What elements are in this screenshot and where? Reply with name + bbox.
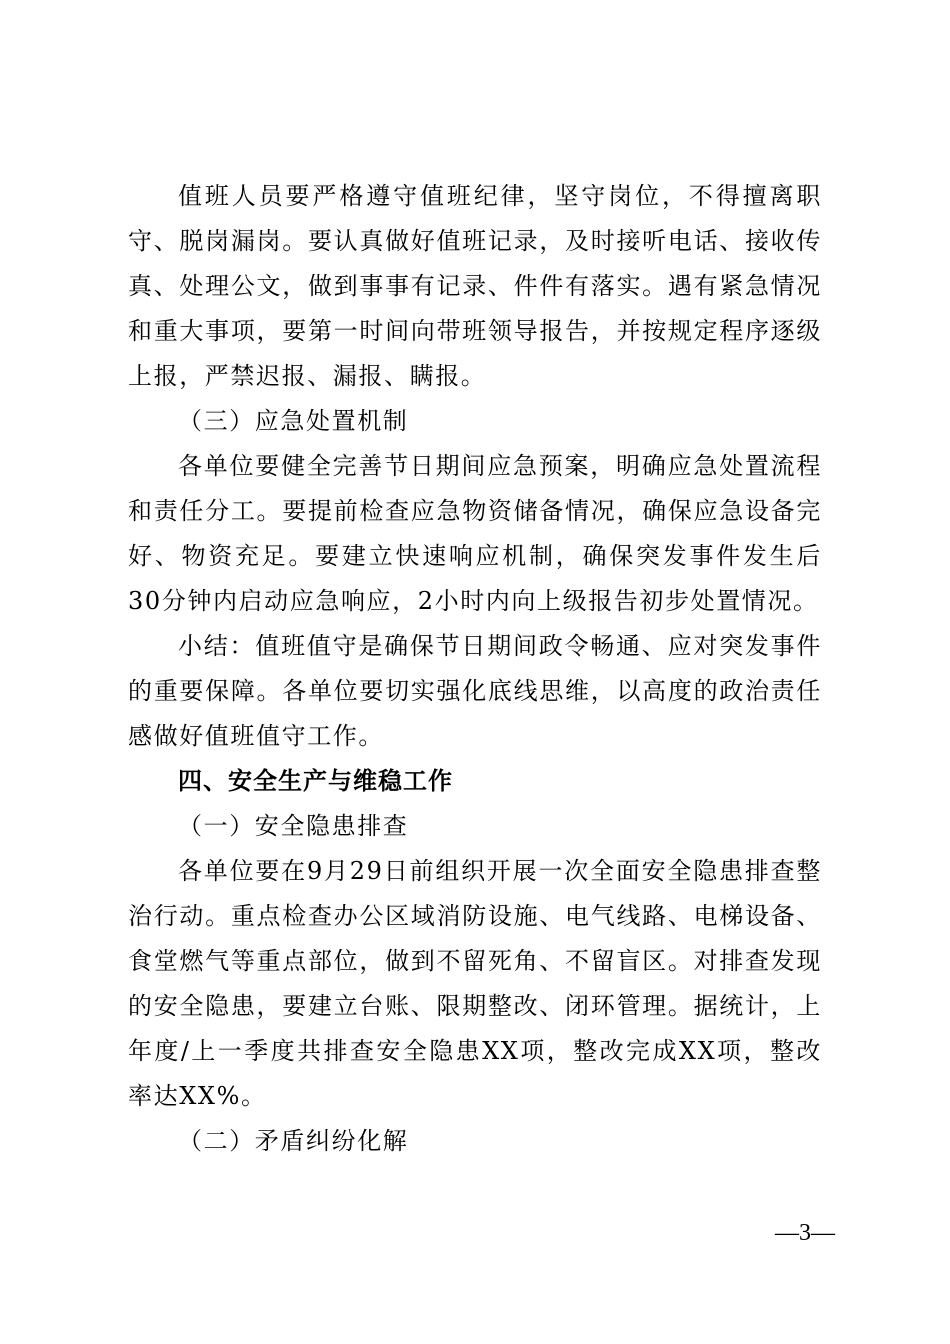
paragraph-duty-discipline: 值班人员要严格遵守值班纪律，坚守岗位，不得擅离职守、脱岗漏岗。要认真做好值班记录，及时接听电话、接收传真、处理公文，做到事事有记录、件件有落实。遇有紧急情况和重大事项，要第一时间向带班领导报告，并按规定程序逐级上报，严禁迟报、漏报、瞒报。 <box>128 182 822 390</box>
section-heading-safety: 四、安全生产与维稳工作 <box>178 767 453 795</box>
paragraph-emergency-plan: 各单位要健全完善节日期间应急预案，明确应急处置流程和责任分工。要提前检查应急物资储备情况，确保应急设备完好、物资充足。要建立快速响应机制，确保突发事件发生后30分钟内启动应急响应，2小时内向上级报告初步处置情况。 <box>128 452 822 615</box>
paragraph-hazard-check: 各单位要在9月29日前组织开展一次全面安全隐患排查整治行动。重点检查办公区域消防设施、电气线路、电梯设备、食堂燃气等重点部位，做到不留死角、不留盲区。对排查发现的安全隐患，要建立台账、限期整改、闭环管理。据统计，上年度/上一季度共排查安全隐患XX项，整改完成XX项，整改率达XX%。 <box>128 857 822 1110</box>
paragraph-summary: 小结：值班值守是确保节日期间政令畅通、应对突发事件的重要保障。各单位要切实强化底线思维，以高度的政治责任感做好值班值守工作。 <box>128 632 822 750</box>
subheading-dispute-resolution: （二）矛盾纠纷化解 <box>178 1127 409 1155</box>
subheading-hazard-check: （一）安全隐患排查 <box>178 812 409 840</box>
document-body <box>128 174 822 1164</box>
page-number: —3— <box>775 1220 835 1246</box>
subheading-emergency-mechanism: （三）应急处置机制 <box>178 407 409 435</box>
